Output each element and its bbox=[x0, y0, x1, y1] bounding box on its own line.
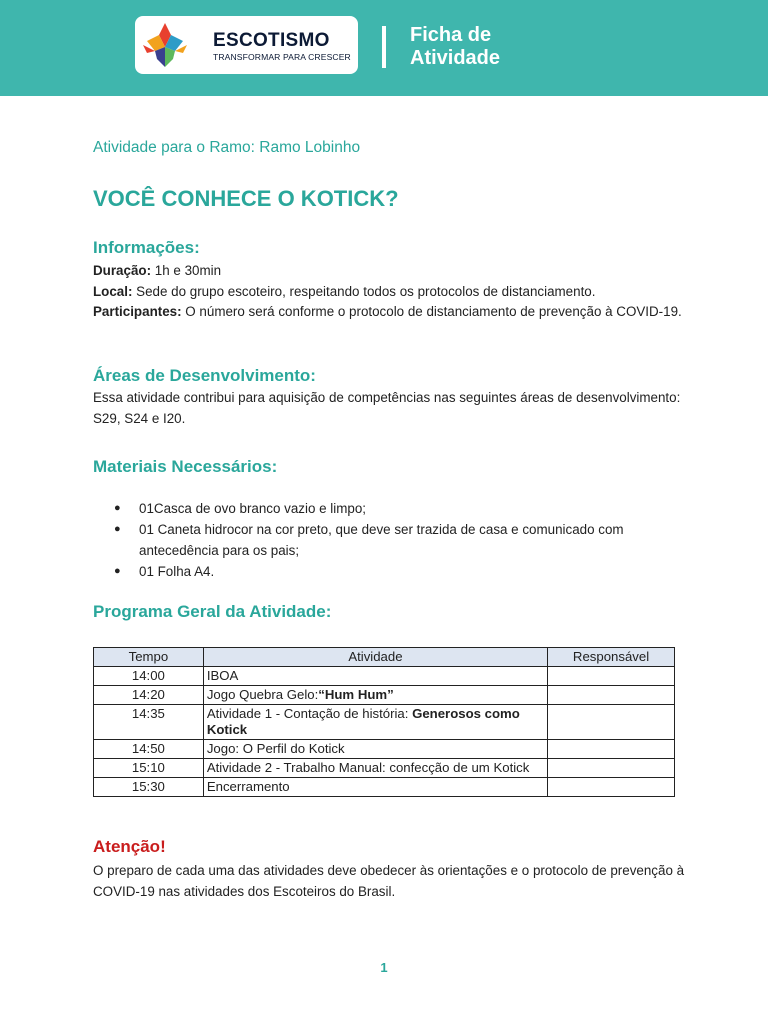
program-table bbox=[93, 647, 675, 797]
atividade-cell bbox=[203, 778, 547, 797]
materials-list bbox=[93, 498, 693, 582]
responsavel-cell bbox=[548, 686, 675, 705]
column-header-atividade: Atividade bbox=[203, 648, 547, 667]
atividade-text: Atividade 1 - Contação de história: bbox=[206, 706, 413, 721]
logo-subtitle: TRANSFORMAR PARA CRESCER bbox=[213, 52, 351, 62]
responsavel-cell bbox=[548, 740, 675, 759]
tempo-cell: 15:30 bbox=[94, 778, 204, 797]
header-banner bbox=[0, 0, 768, 96]
atividade-text: IBOA bbox=[206, 668, 239, 683]
page-number: 1 bbox=[380, 960, 388, 975]
table-row bbox=[94, 740, 675, 759]
info-heading: Informações: bbox=[93, 238, 200, 257]
document-type-line2: Atividade bbox=[410, 47, 501, 69]
areas-text: Essa atividade contribui para aquisição de competências nas seguintes áreas de desenvolvimento: S29, S24 e I20. bbox=[93, 390, 681, 426]
responsavel-cell bbox=[548, 667, 675, 686]
table-row bbox=[94, 759, 675, 778]
responsavel-cell bbox=[548, 778, 675, 797]
table-row bbox=[94, 778, 675, 797]
table-row bbox=[94, 667, 675, 686]
atividade-bold-text: “Hum Hum” bbox=[318, 687, 394, 702]
page-title: VOCÊ CONHECE O KOTICK? bbox=[93, 186, 399, 211]
atividade-text: Encerramento bbox=[206, 779, 290, 794]
list-item: ● 01Casca de ovo branco vazio e limpo; bbox=[93, 498, 693, 519]
table-row bbox=[94, 705, 675, 740]
list-item: ● 01 Caneta hidrocor na cor preto, que deve ser trazida de casa e comunicado com antecedência para os pais; bbox=[93, 519, 693, 561]
tempo-cell: 15:10 bbox=[94, 759, 204, 778]
atividade-text: Jogo: O Perfil do Kotick bbox=[206, 741, 345, 756]
column-header-responsavel: Responsável bbox=[548, 648, 675, 667]
atividade-cell bbox=[203, 686, 547, 705]
banner-divider bbox=[382, 26, 386, 68]
atividade-bold-text: Generosos como Kotick bbox=[206, 706, 520, 737]
responsavel-cell bbox=[548, 705, 675, 740]
fleur-de-lis-icon bbox=[141, 21, 189, 69]
table-row bbox=[94, 686, 675, 705]
list-item: ● 01 Folha A4. bbox=[93, 561, 693, 582]
document-type bbox=[410, 24, 500, 70]
tempo-cell: 14:00 bbox=[94, 667, 204, 686]
document-type-line1: Ficha de bbox=[410, 24, 492, 46]
ramo-line: Atividade para o Ramo: Ramo Lobinho bbox=[93, 139, 361, 156]
atencao-text: O preparo de cada uma das atividades deve obedecer às orientações e o protocolo de prevenção à COVID-19 nas atividades dos Escoteiros do Brasil. bbox=[93, 863, 685, 899]
local-line bbox=[93, 282, 693, 303]
info-block bbox=[93, 261, 693, 323]
atividade-cell bbox=[203, 667, 547, 686]
column-header-tempo: Tempo bbox=[94, 648, 204, 667]
duracao-label: Duração: bbox=[93, 263, 152, 278]
local-value: Sede do grupo escoteiro, respeitando todos os protocolos de distanciamento. bbox=[136, 283, 596, 299]
participantes-line bbox=[93, 302, 693, 323]
logo-title: ESCOTISMO bbox=[213, 30, 330, 51]
areas-heading: Áreas de Desenvolvimento: bbox=[93, 366, 316, 385]
tempo-cell: 14:35 bbox=[94, 705, 204, 740]
atividade-cell bbox=[203, 705, 547, 740]
participantes-value: O número será conforme o protocolo de distanciamento de prevenção à COVID-19. bbox=[185, 304, 682, 319]
atividade-text: Atividade 2 - Trabalho Manual: confecção de um Kotick bbox=[206, 760, 530, 775]
participantes-label: Participantes: bbox=[93, 304, 182, 319]
tempo-cell: 14:50 bbox=[94, 740, 204, 759]
atividade-cell bbox=[203, 759, 547, 778]
responsavel-cell bbox=[548, 759, 675, 778]
local-label: Local: bbox=[93, 283, 133, 299]
materiais-heading: Materiais Necessários: bbox=[93, 457, 278, 476]
atencao-heading: Atenção! bbox=[93, 837, 166, 856]
table-header-row bbox=[94, 648, 675, 667]
duracao-value: 1h e 30min bbox=[154, 263, 222, 278]
atividade-cell bbox=[203, 740, 547, 759]
tempo-cell: 14:20 bbox=[94, 686, 204, 705]
atividade-text: Jogo Quebra Gelo: bbox=[206, 687, 319, 702]
escotismo-logo bbox=[135, 16, 358, 74]
programa-heading: Programa Geral da Atividade: bbox=[93, 602, 332, 621]
duracao-line bbox=[93, 261, 693, 282]
